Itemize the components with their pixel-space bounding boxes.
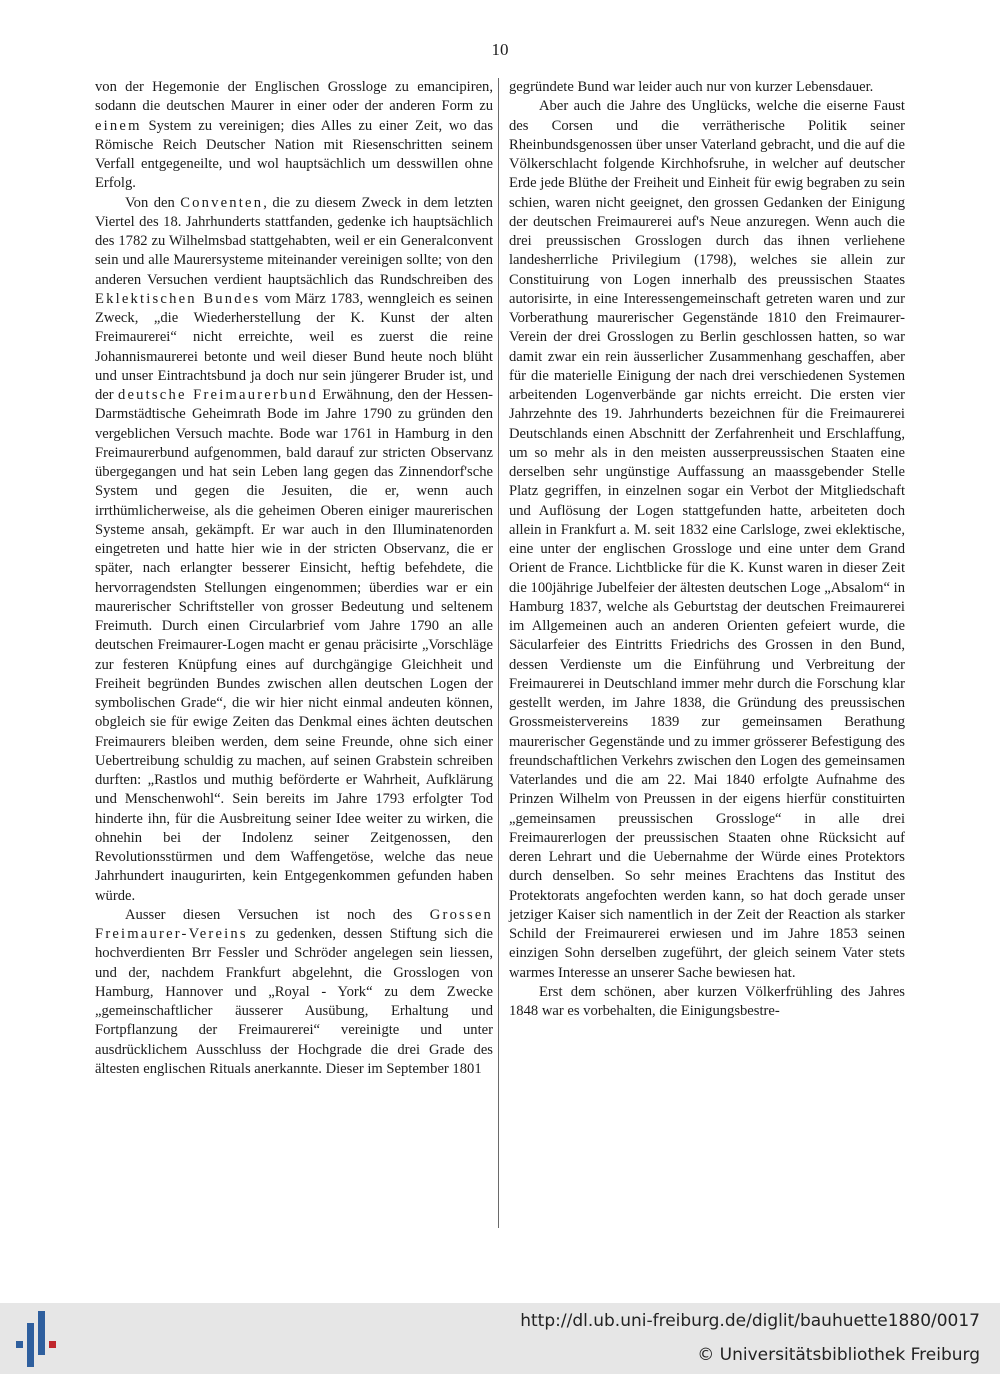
library-logo-icon (14, 1309, 58, 1369)
column-divider (498, 78, 499, 1228)
paragraph (95, 194, 493, 906)
text-run: Aber auch die Jahre des Unglücks, welche die eiserne Faust des Corsen und die verrätherische Politik seiner Rheinbundsgenossen über unser Vaterland gebracht, und die auf die Völkerschlacht folgende Kirchhofsruhe, in welcher auf deutscher Erde jede Blüthe der Freiheit und Einheit für ewig begraben zu sein schien, waren nicht geeignet, den grossen Gedanken der Einigung der deutschen Freimaurerei auf's Neue anzuregen. Wenn auch die drei preussischen Grosslogen durch das ihnen verliehene landesherrliche Privilegium (1798), welches sie allein zur Constituirung von Logen innerhalb des preussischen Staates autorisirte, in eine Interessengemeinschaft getreten waren und zur Vorberathung maurerischer Gegenstände 1810 den Freimaurer-Verein der drei Grosslogen zu Berlin geschlossen hatten, so war damit zwar ein rein äusserlicher Zusammenhang geschaffen, aber für die materielle Einigung der nach drei verschiedenen Systemen arbeitenden Logenverbände gar nichts erreicht. Die ersten vier Jahrzehnte des 19. Jahrhunderts bezeichnen für die Freimaurerei Deutschlands einen Abschnitt der Zerfahrenheit und Erschlaffung, um so mehr als in den meisten ausserpreussischen Staaten eine derselben sehr ungünstige Auffassung an maassgebender Stelle Platz gegriffen, in einzelnen sogar ein Verbot der Mitgliedschaft und Auflösung der Logen stattgefunden hatte, arbeiteten doch allein in Frankfurt a. M. seit 1832 eine Carlsloge, zwei eklektische, eine unter der englischen Grossloge und eine unter dem Grand Orient de France. Lichtblicke für die K. Kunst waren in dieser Zeit die 100jährige Jubelfeier der ältesten deutschen Loge „Absalom“ in Hamburg 1837, welche als Geburtstag der deutschen Freimaurerei im Allgemeinen auch an anderen Orienten gefeiert wurde, die Säcularfeier des Eintritts Friedrichs des Grossen in den Bund, dessen Verdienste um die Einführung und Verbreitung der Freimaurerei in Deutschland immer mehr durch die Forschung klar gestellt werden, im Jahre 1838, die Gründung des preussischen Grossmeistervereins 1839 zur gemeinsamen Berathung maurerischer Gegenstände und zu immer grösserer Befestigung des freundschaftlichen Verkehrs zwischen den Logen des gemeinsamen Vaterlandes und die am 22. Mai 1840 erfolgte Aufnahme des Prinzen Wilhelm von Preussen in der eigens hierfür constituirten „gemeinsamen preussischen Grossloge“ in alle drei Freimaurerlogen der preussischen Staaten ohne Rücksicht auf deren Lehrart und die Uebernahme der Würde eines Protektors durch denselben. So sehr meines Erachtens das Institut des Protektorats angefochten werden kann, so hat doch gerade unser jetziger Kaiser sich namentlich in der Zeit der Reaction als starker Schild der Freimaurerei erwiesen und im Jahre 1853 seinen einzigen Sohn derselben zugeführt, der gleich seinem Vater stets warmes Interesse an unserer Sache bewiesen hat. (509, 98, 905, 981)
footer-bar (0, 1303, 1000, 1374)
text-run: gegründete Bund war leider auch nur von kurzer Lebensdauer. (509, 79, 874, 95)
copyright-notice: © Universitätsbibliothek Freiburg (697, 1345, 980, 1365)
paragraph (95, 906, 493, 1079)
text-run: vom März 1783, wenngleich es seinen Zweck, „die Wiederherstellung der K. Kunst der alten Freimaurerei“ nicht erreichte, weil es zuerst die reine Johannismaurerei betonte und weil dieser Bund heute noch blüht und unser Eintrachtsbund ja doch nur sein jüngerer Bruder ist, und der (95, 290, 494, 403)
text-run: System zu vereinigen; dies Alles zu einer Zeit, wo das Römische Reich Deutscher Nation mit Riesenschritten seinem Verfall entgegeneilte, und wol hauptsächlich um desswillen ohne Erfolg. (95, 117, 493, 192)
spaced-emphasis-text: Eklektischen Bundes (95, 290, 261, 307)
left-column (95, 78, 493, 1079)
paragraph (509, 97, 905, 983)
spaced-emphasis-text: Grossen Freimaurer-Vereins (95, 906, 493, 942)
right-column (509, 78, 905, 1021)
spaced-emphasis-text: einem (95, 117, 142, 134)
text-run: Von den (125, 194, 181, 211)
paragraph (509, 78, 905, 97)
text-run: von der Hegemonie der Englischen Grossloge zu emancipiren, sodann die deutschen Maurer in einer oder der anderen Form zu (95, 79, 493, 115)
text-run: Erst dem schönen, aber kurzen Völkerfrühling des Jahres 1848 war es vorbehalten, die Einigungsbestre- (509, 983, 905, 1019)
text-run: Ausser diesen Versuchen ist noch des (125, 906, 430, 923)
spaced-emphasis-text: Conventen (180, 194, 264, 211)
paragraph (509, 983, 905, 1022)
text-run: Erwähnung, den der Hessen-Darmstädtische Geheimrath Bode im Jahre 1790 zu gründen den vergeblichen Versuch machte. Bode war 1761 in Hamburg in den Freimaurerbund aufgenommen, bald darauf zur stricten Observanz übergegangen und hat sein Leben lang gegen das Zinnendorf'sche System und gegen die Jesuiten, die er, wenn auch irrthümlicherweise, als die geheimen Oberen einiger maurerischen Systeme ansah, gekämpft. Er war auch in den Illuminatenorden eingetreten und hatte hier wie in der stricten Observanz, die er später, nach erlangter besserer Einsicht, heftig befehdete, die hervorragendsten Stellungen eingenommen; überdies war er ein maurerischer Schriftsteller von grosser Bedeutung und seltenem Freimuth. Durch einen Circularbrief vom Jahre 1790 an alle deutschen Freimaurer-Logen macht er genau präcisirte „Vorschläge zur festeren Knüpfung eines auf durchgängige Gleichheit und Freiheit begründen Bundes zwischen allen deutschen Logen der symbolischen Grade“, die wir hier nicht einmal andeuten können, obgleich sie für ewige Zeiten das Denkmal eines ächten deutschen Freimaurers bleiben werden, dem seine Freunde, ohne sich einer Uebertreibung schuldig zu machen, auf seinen Grabstein schreiben durften: „Rastlos und muthig beförderte er Wahrheit, Aufklärung und Menschenwohl“. Sein bereits im Jahre 1793 erfolgter Tod hinderte ihn, für die Ausbreitung seiner Idee weiter zu wirken, die ohnehin bei der Indolenz seiner Zeitgenossen, den Revolutionsstürmen und dem Waffengetöse, welche das neue Jahrhundert inaugurirten, kein Entgegenkommen gefunden haben würde. (95, 387, 493, 904)
source-url-link[interactable]: http://dl.ub.uni-freiburg.de/diglit/bauhuette1880/0017 (520, 1311, 980, 1331)
spaced-emphasis-text: deutsche Freimaurerbund (117, 387, 318, 403)
page-number: 10 (491, 40, 509, 59)
text-run: , die zu diesem Zweck in dem letzten Viertel des 18. Jahrhunderts stattfanden, gedenke ich hauptsächlich des 1782 zu Wilhelmsbad stattgehabten, weil er ein Generalconvent sein und alle Maurersysteme miteinander vereinigen sollte; von den anderen Versuchen verdient hauptsächlich das Rundschreiben des (95, 194, 493, 288)
paragraph (95, 78, 493, 194)
text-run: zu gedenken, dessen Stiftung sich die hochverdienten Brr Fessler und Schröder angelegen sein liessen, und der, nachdem Frankfurt abgelehnt, die Grosslogen von Hamburg, Hannover und „Royal - York“ zu dem Zwecke „gemeinschaftlicher äusserer Ausübung, Erhaltung und Fortpflanzung der Freimaurerei“ vereinigte und unter ausdrücklichem Ausschluss der Hochgrade die drei Grade des ältesten englischen Rituals anerkannte. Dieser im September 1801 (95, 926, 493, 1077)
